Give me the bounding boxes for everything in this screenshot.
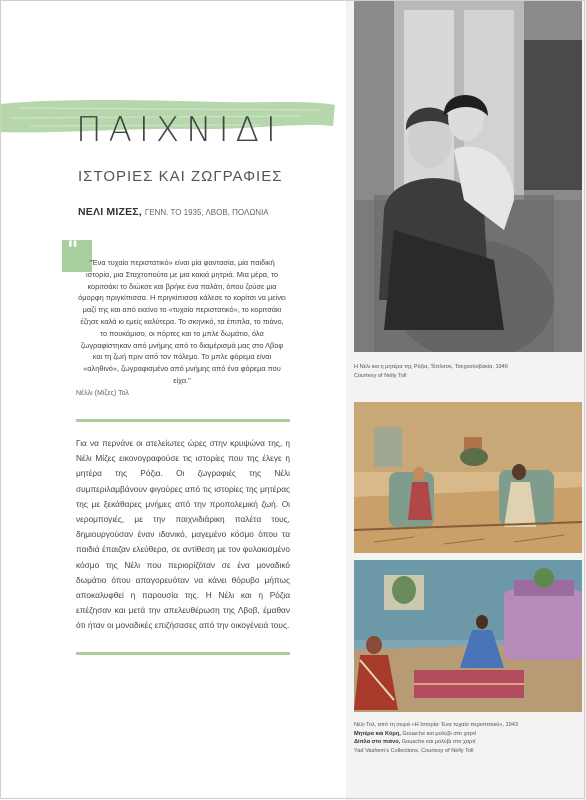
painting1-caption bbox=[354, 730, 582, 739]
divider-bottom bbox=[76, 652, 290, 655]
painting1-medium: Gouache και μολύβι στο χαρτί bbox=[402, 730, 477, 737]
page-subtitle: ΙΣΤΟΡΙΕΣ ΚΑΙ ΖΩΓΡΑΦΙΕΣ bbox=[78, 168, 283, 185]
paintings-caption bbox=[354, 721, 582, 755]
painting2-caption bbox=[354, 738, 582, 747]
quote-mark-icon: " bbox=[62, 240, 92, 272]
painting1-title: Μητέρα και Κόρη, bbox=[354, 730, 401, 737]
page-title: ΠΑΙΧΝΙΔΙ bbox=[76, 110, 283, 150]
quote-attribution: Νέλλι (Μίζες) Τολ bbox=[76, 390, 129, 397]
painting2-medium: Gouache και μολύβι στο χαρτί bbox=[401, 739, 476, 745]
photo-nelly-and-mother bbox=[354, 0, 582, 352]
author-line bbox=[78, 206, 269, 218]
quote-text: "Ένα τυχαίο περιστατικό» είναι μία φαντασία, μία παιδική ιστορία, μια Σταχτοπούτα με μια κακιά μητριά. Μια μέρα, το κοριτσάκι το διώκσε και βρήκε ένα παλάτι, όπου ζούσε μια όμορφη πριγκίπισσα. Η πριγκίπισσα κάλεσε το κορίτσι να μείνει μαζί της και από εκείνο το «τυχαίο περιστατικό», το κοριτσάκι έζησε καλά κι εμείς καλύτερα. Το σκηνικό, τα έπιπλα, το πιάνο, το πουκάμισο, οι πόρτες και το μπλε δωμάτιο, όλα ζωγραφίστηκαν από μνήμης από το διαμέρισμά μας στο Λβοφ και τη ζωή πριν από τον πόλεμο. Το μπλε φόρεμα είναι «αληθινό», ζωγραφισμένο από μνήμης από ένα φόρεμα που είχα." bbox=[78, 258, 286, 385]
painting2-title: Δίπλα στο πιάνο, bbox=[354, 739, 401, 745]
photo-credit: Courtesy of Nelly Toll bbox=[354, 372, 407, 379]
painting-mother-and-daughter bbox=[354, 402, 582, 553]
paintings-caption-line1: Νέλι Τολ, από τη σειρά «Η Ιστορία: Ένα τυχαίο περιστατικό», 1943 bbox=[354, 722, 518, 728]
author-name: ΝΕΛΙ ΜΙΖΕΣ, bbox=[78, 206, 142, 218]
divider-top bbox=[76, 419, 290, 422]
author-detail: ΓΕΝΝ. ΤΟ 1935, ΛΒΟΒ, ΠΟΛΩΝΙΑ bbox=[144, 208, 269, 217]
photo-caption bbox=[354, 363, 582, 380]
painting-by-the-piano bbox=[354, 560, 582, 712]
paintings-credit: Yad Vashem's Collections, Courtesy of Nelly Toll bbox=[354, 747, 474, 754]
body-paragraph: Για να περνάνε οι ατελείωτες ώρες στην κρυψώνα της, η Νέλι Μίζες εικονογραφούσε τις ιστορίες που της έλεγε η μητέρα της Ρόζια. Οι ζωγραφιές της Νέλι συμπεριλαμβάνουν φιγούρες από τις ιστορίες της μητέρας της με ξεκάθαρες μνήμες από την προπολεμική ζωή. Οι νερομπογιές, με την παιχνιδιάρικη παλέτα τους, δημιουργούσαν έναν ιδανικό, μαγεμένο κόσμο όπου τα παιδιά έπαιζαν ελεύθερα, σε αντίθεση με τον φυλακισμένο κόσμο της Νέλι που περιορίζόταν σε ένα μοναδικό δωμάτιο όπου απαγορευόταν να κάνει θόρυβο μήπως αποκαλυφθεί η παρουσία της. Η Νέλι και η Ρόζια επέζησαν και μετά την απελευθέρωση της Λβοβ, έμαθαν ότι ήταν οι μοναδικές επιζήσασες από την οικογένειά τους. bbox=[76, 438, 290, 631]
photo-caption-text: Η Νέλι και η μητέρα της Ρόζια, Τέπλιτσε, Τσεχοσλοβακία, 1946 bbox=[354, 364, 508, 370]
